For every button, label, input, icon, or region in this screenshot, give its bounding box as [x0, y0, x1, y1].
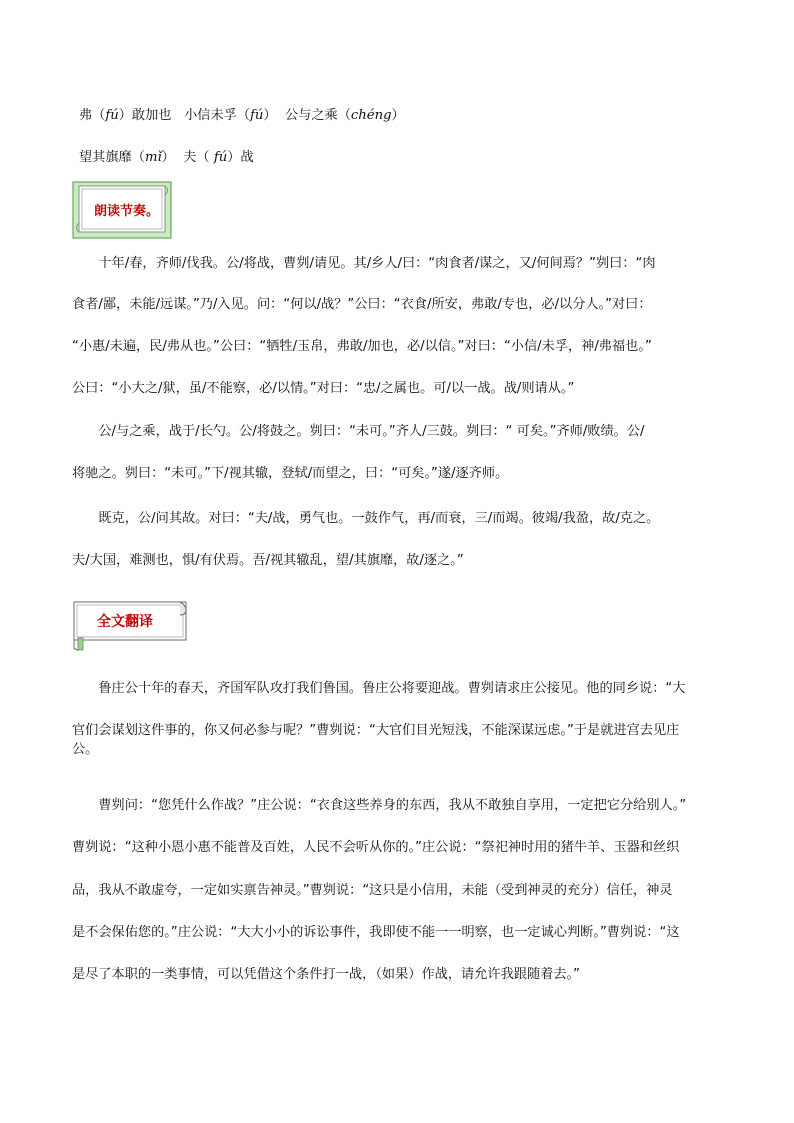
text-line: 公曰：“小大之/狱，虽/不能察，必/以情。”对曰：“忠/之属也。可/以一战。战/则请从。” [72, 381, 575, 396]
text-line: 将驰之。刿曰：“未可。”下/视其辙，登轼/而望之，曰：“可矣。”遂/逐齐师。 [72, 466, 509, 481]
text-line: 既克，公/问其故。对曰：“夫/战，勇气也。一鼓作气，再/而衰，三/而竭。彼竭/我盈，故/克之。 [72, 511, 660, 526]
text-line: 公/与之乘，战于/长勺。公/将鼓之。刿曰：“未可。”齐人/三鼓。刿曰：“ 可矣。”齐师/败绩。公/ [72, 424, 645, 439]
pinyin-reading: fú [250, 108, 264, 123]
pinyin-row-1 [79, 106, 735, 126]
text-line: 鲁庄公十年的春天，齐国军队攻打我们鲁国。鲁庄公将要迎战。曹刿请求庄公接见。他的同乡说：“大 [72, 681, 686, 696]
section-title: 朗读节奏。 [94, 204, 160, 219]
text-line: 品，我从不敢虚夸，一定如实禀告神灵。”曹刿说：“这只是小信用，未能（受到神灵的充分）信任，神灵 [72, 883, 673, 898]
pinyin-term-text: ）敢加也 [118, 108, 172, 123]
pinyin-term-text: 望其旗靡（ [79, 150, 145, 165]
pinyin-term-text: ） [263, 108, 277, 123]
text-line: “小惠/未遍，民/弗从也。”公曰：“牺牲/玉帛，弗敢/加也，必/以信。”对曰：“小信/未孚，神/弗福也。” [72, 339, 652, 354]
text-line: 公。 [72, 742, 99, 757]
text-line: 曹刿问：“您凭什么作战？”庄公说：“衣食这些养身的东西，我从不敢独自享用，一定把它分给别人。” [72, 798, 687, 813]
pinyin-term-text: 公与之乘（ [284, 108, 351, 123]
pinyin-term-text: ） [391, 108, 405, 123]
text-line: 是尽了本职的一类事情，可以凭借这个条件打一战，（如果）作战，请允许我跟随着去。” [72, 967, 580, 982]
section-title: 全文翻译 [97, 614, 153, 630]
pinyin-reading: fú [105, 108, 119, 123]
section-banner-reading-rhythm [72, 181, 172, 239]
pinyin-term-text: ）战 [227, 150, 254, 165]
pinyin-term-text: 弗（ [79, 108, 106, 123]
pinyin-term-text: 夫（ [183, 150, 214, 165]
section-banner-translation [68, 598, 190, 654]
pinyin-term-text: 小信未孚（ [184, 108, 251, 123]
pinyin-term-text: ） [161, 150, 175, 165]
text-line: 十年/春，齐师/伐我。公/将战，曹刿/请见。其/乡人/曰：“肉食者/谋之，又/何间焉？”刿曰：“肉 [72, 256, 656, 271]
text-line: 曹刿说：“这种小恩小惠不能普及百姓，人民不会听从你的。”庄公说：“祭祀神时用的猪牛羊、玉器和丝织 [72, 840, 680, 855]
text-line: 夫/大国，难测也，惧/有伏焉。吾/视其辙乱，望/其旗靡，故/逐之。” [72, 553, 464, 568]
text-line: 官们会谋划这件事的，你又何必参与呢？”曹刿说：“大官们目光短浅，不能深谋远虑。”于是就进宫去见庄 [72, 723, 680, 738]
pinyin-reading: chéng [350, 108, 392, 123]
pinyin-row-2 [79, 148, 735, 168]
pinyin-reading: mǐ [144, 150, 162, 165]
pinyin-reading: fú [213, 150, 228, 165]
text-line: 是不会保佑您的。”庄公说：“大大小小的诉讼事件，我即使不能一一明察，也一定诚心判断。”曹刿说：“这 [72, 925, 680, 940]
text-line: 食者/鄙，未能/远谋。”乃/入见。问：“何以/战？”公曰：“衣食/所安，弗敢/专也，必/以分人。”对曰： [72, 297, 652, 312]
